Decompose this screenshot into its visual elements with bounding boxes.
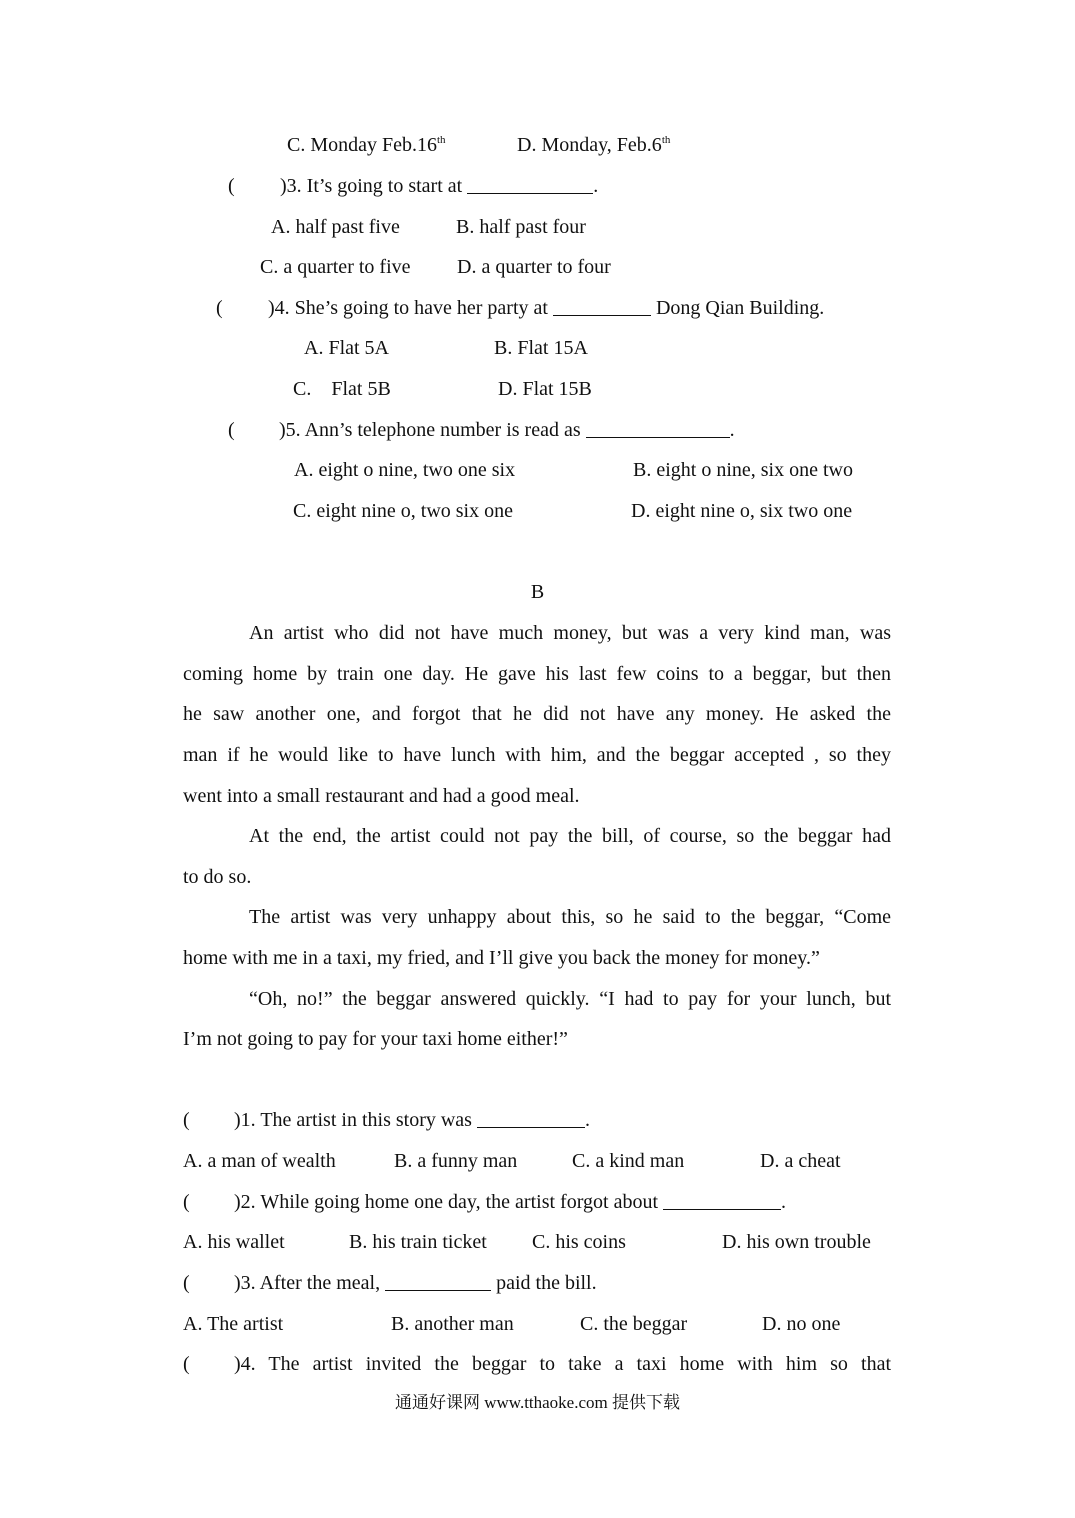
b-q1-option-a: A. a man of wealth bbox=[183, 1150, 336, 1172]
b-q3-stem: )3. After the meal, paid the bill. bbox=[234, 1272, 597, 1294]
b-q1-stem: )1. The artist in this story was . bbox=[234, 1109, 590, 1131]
answer-blank[interactable] bbox=[477, 1127, 585, 1128]
q4-option-d: D. Flat 15B bbox=[498, 378, 592, 400]
b-q3-option-c: C. the beggar bbox=[580, 1313, 688, 1335]
b-q3-option-d: D. no one bbox=[762, 1313, 841, 1335]
answer-blank[interactable] bbox=[586, 437, 730, 438]
answer-blank[interactable] bbox=[663, 1209, 781, 1210]
passage-line: coming home by train one day. He gave his last few coins to a beggar, but then bbox=[183, 663, 891, 685]
q5-stem: )5. Ann’s telephone number is read as . bbox=[279, 419, 735, 441]
q4-option-b: B. Flat 15A bbox=[494, 337, 588, 359]
b-q3-answer-paren: ( bbox=[183, 1272, 190, 1294]
b-q1-option-b: B. a funny man bbox=[394, 1150, 518, 1172]
b-q2-stem: )2. While going home one day, the artist forgot about . bbox=[234, 1191, 786, 1213]
q4-option-c: C. Flat 5B bbox=[293, 378, 391, 400]
q3-option-a: A. half past five bbox=[271, 216, 400, 238]
q3-option-b: B. half past four bbox=[456, 216, 586, 238]
q2-option-d: D. Monday, Feb.6th bbox=[517, 134, 671, 156]
q5-option-d: D. eight nine o, six two one bbox=[631, 500, 853, 522]
b-q1-option-d: D. a cheat bbox=[760, 1150, 841, 1172]
passage-line: to do so. bbox=[183, 866, 252, 888]
passage-line: An artist who did not have much money, but was a very kind man, was bbox=[249, 622, 891, 644]
q3-option-c: C. a quarter to five bbox=[260, 256, 411, 278]
answer-blank[interactable] bbox=[385, 1290, 491, 1291]
b-q4-stem: )4. The artist invited the beggar to take a taxi home with him so that bbox=[234, 1353, 891, 1375]
b-q3-option-b: B. another man bbox=[391, 1313, 514, 1335]
q4-stem: )4. She’s going to have her party at Dong Qian Building. bbox=[268, 297, 825, 319]
q2-option-c: C. Monday Feb.16th bbox=[287, 134, 446, 156]
answer-blank[interactable] bbox=[553, 315, 651, 316]
b-q2-option-b: B. his train ticket bbox=[349, 1231, 487, 1253]
q4-option-a: A. Flat 5A bbox=[304, 337, 389, 359]
q4-answer-paren: ( bbox=[216, 297, 223, 319]
b-q1-answer-paren: ( bbox=[183, 1109, 190, 1131]
q3-option-d: D. a quarter to four bbox=[457, 256, 611, 278]
q3-answer-paren: ( bbox=[228, 175, 235, 197]
b-q2-answer-paren: ( bbox=[183, 1191, 190, 1213]
b-q2-option-d: D. his own trouble bbox=[722, 1231, 871, 1253]
b-q2-option-c: C. his coins bbox=[532, 1231, 626, 1253]
section-heading: B bbox=[530, 581, 545, 603]
page-footer: 通通好课网 www.tthaoke.com 提供下载 bbox=[394, 1393, 681, 1412]
b-q3-option-a: A. The artist bbox=[183, 1313, 284, 1335]
passage-line: he saw another one, and forgot that he did not have any money. He asked the bbox=[183, 703, 891, 725]
q5-answer-paren: ( bbox=[228, 419, 235, 441]
passage-line: The artist was very unhappy about this, so he said to the beggar, “Come bbox=[249, 906, 891, 928]
q5-option-c: C. eight nine o, two six one bbox=[293, 500, 513, 522]
passage-line: man if he would like to have lunch with him, and the beggar accepted , so they bbox=[183, 744, 891, 766]
answer-blank[interactable] bbox=[467, 193, 593, 194]
passage-line: home with me in a taxi, my fried, and I’ll give you back the money for money.” bbox=[183, 947, 820, 969]
passage-line: went into a small restaurant and had a good meal. bbox=[183, 785, 580, 807]
b-q4-answer-paren: ( bbox=[183, 1353, 190, 1375]
b-q1-option-c: C. a kind man bbox=[572, 1150, 685, 1172]
passage-line: I’m not going to pay for your taxi home either!” bbox=[183, 1028, 568, 1050]
q5-option-b: B. eight o nine, six one two bbox=[633, 459, 853, 481]
passage-line: “Oh, no!” the beggar answered quickly. “I had to pay for your lunch, but bbox=[249, 988, 891, 1010]
q3-stem: )3. It’s going to start at . bbox=[280, 175, 599, 197]
q5-option-a: A. eight o nine, two one six bbox=[294, 459, 516, 481]
b-q2-option-a: A. his wallet bbox=[183, 1231, 285, 1253]
passage-line: At the end, the artist could not pay the bill, of course, so the beggar had bbox=[249, 825, 891, 847]
